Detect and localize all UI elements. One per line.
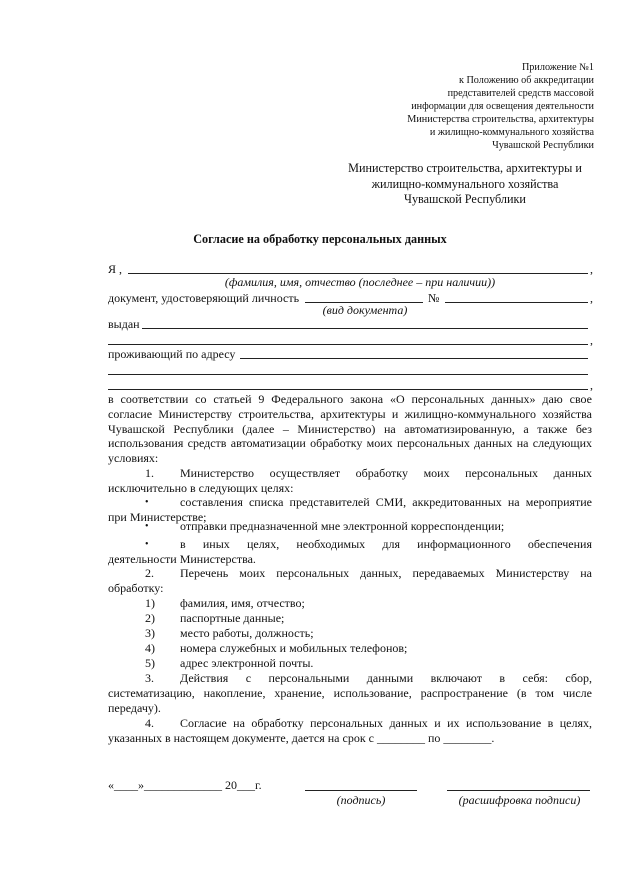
point-4-number: 4. xyxy=(145,716,154,730)
bullet-1-text: составления списка представителей СМИ, аккредитованных на мероприятие xyxy=(180,495,592,509)
point-4-text: Согласие на обработку персональных данных и их использование в целях, xyxy=(180,716,592,730)
name-field[interactable] xyxy=(128,273,588,274)
number-label: № xyxy=(428,291,440,305)
point-4-text-cont xyxy=(108,731,494,746)
list-item-number: 3) xyxy=(145,626,155,640)
bullet-icon: • xyxy=(145,521,149,532)
list-item-number: 5) xyxy=(145,656,155,670)
addressee-line: жилищно-коммунального хозяйства xyxy=(371,176,559,191)
signature-field[interactable] xyxy=(305,790,417,791)
comma: , xyxy=(590,262,593,276)
list-item-number: 1) xyxy=(145,596,155,610)
bullet-2-text: отправки предназначенной мне электронной корреспонденции; xyxy=(180,519,505,533)
signature-hint: (подпись) xyxy=(336,793,386,807)
issued-by-field-line2[interactable] xyxy=(108,344,588,345)
issued-label: выдан xyxy=(108,317,140,331)
list-item: адрес электронной почты. xyxy=(180,656,314,670)
addressee-block xyxy=(330,161,600,208)
bullet-1-text-cont: при Министерстве; xyxy=(108,510,207,524)
list-item: паспортные данные; xyxy=(180,611,285,625)
point-2-text-cont: обработку: xyxy=(108,581,164,595)
date-row xyxy=(108,778,262,793)
year-field[interactable]: ___ xyxy=(237,778,255,792)
point-1-text: Министерство осуществляет обработку моих персональных данных xyxy=(180,466,592,480)
term-to-field[interactable]: ________ xyxy=(443,731,492,745)
document-hint: (вид документа) xyxy=(322,303,408,317)
comma: , xyxy=(590,333,593,347)
year-suffix: г. xyxy=(255,778,262,792)
point-1-number: 1. xyxy=(145,466,154,480)
document-title: Согласие на обработку персональных данных xyxy=(193,232,447,246)
signature-decode-field[interactable] xyxy=(447,790,590,791)
point-3-text-cont: систематизацию, накопление, хранение, использование, распространение (в том числе передачу). xyxy=(108,686,592,715)
point-3-text: Действия с персональными данными включают в себя: сбор, xyxy=(180,671,592,685)
bullet-icon: • xyxy=(145,539,149,550)
comma: , xyxy=(590,378,593,392)
i-label: Я , xyxy=(108,262,123,276)
list-item-number: 2) xyxy=(145,611,155,625)
address-label: проживающий по адресу xyxy=(108,347,236,361)
document-label: документ, удостоверяющий личность xyxy=(108,291,300,305)
appendix-line: Министерства строительства, архитектуры xyxy=(407,114,594,125)
appendix-header xyxy=(407,61,594,152)
bullet-3-text: в иных целях, необходимых для информационного обеспечения xyxy=(180,537,592,551)
appendix-line: представителей средств массовой xyxy=(447,88,594,99)
addressee-line: Министерство строительства, архитектуры и xyxy=(348,161,582,175)
comma: , xyxy=(590,291,593,305)
list-item: фамилия, имя, отчество; xyxy=(180,596,305,610)
term-by-label: по xyxy=(427,731,441,745)
intro-paragraph: в соответствии со статьей 9 Федерального закона «О персональных данных» даю свое согласие Министерству строительства, архитектуры и жилищно-коммунального хозяйства Чувашской Республики (далее – Министерство) на автоматизированную, а также без использования средств автоматизации обработку моих персональных данных на следующих условиях: xyxy=(108,392,592,466)
appendix-line: Чувашской Республики xyxy=(492,140,594,151)
appendix-line: и жилищно-коммунального хозяйства xyxy=(429,127,594,138)
address-field-line3[interactable] xyxy=(108,389,588,390)
appendix-line: Приложение №1 xyxy=(521,62,594,73)
term-text: указанных в настоящем документе, дается на срок с xyxy=(108,731,374,745)
addressee-line: Чувашской Республики xyxy=(404,192,526,206)
term-from-field[interactable]: ________ xyxy=(376,731,425,745)
point-2-text: Перечень моих персональных данных, передаваемых Министерству на xyxy=(180,566,592,580)
signature-decode-hint: (расшифровка подписи) xyxy=(458,793,581,807)
address-field[interactable] xyxy=(240,358,588,359)
address-field-line2[interactable] xyxy=(108,374,588,375)
point-2-number: 2. xyxy=(145,566,154,580)
appendix-line: к Положению об аккредитации xyxy=(458,75,594,86)
point-1-text-cont: исключительно в следующих целях: xyxy=(108,481,294,495)
point-3-number: 3. xyxy=(145,671,154,685)
appendix-line: информации для освещения деятельности xyxy=(411,101,594,112)
day-field[interactable]: «____» xyxy=(108,778,144,792)
list-item: место работы, должность; xyxy=(180,626,314,640)
list-item: номера служебных и мобильных телефонов; xyxy=(180,641,408,655)
bullet-3-text-cont: деятельности Министерства. xyxy=(108,552,256,566)
month-field[interactable]: _____________ xyxy=(144,778,222,792)
document-number-field[interactable] xyxy=(445,302,588,303)
list-item-number: 4) xyxy=(145,641,155,655)
period: . xyxy=(491,731,495,745)
year-prefix: 20 xyxy=(225,778,237,792)
issued-by-field[interactable] xyxy=(142,328,588,329)
name-hint: (фамилия, имя, отчество (последнее – при наличии)) xyxy=(224,275,496,289)
bullet-icon: • xyxy=(145,497,149,508)
